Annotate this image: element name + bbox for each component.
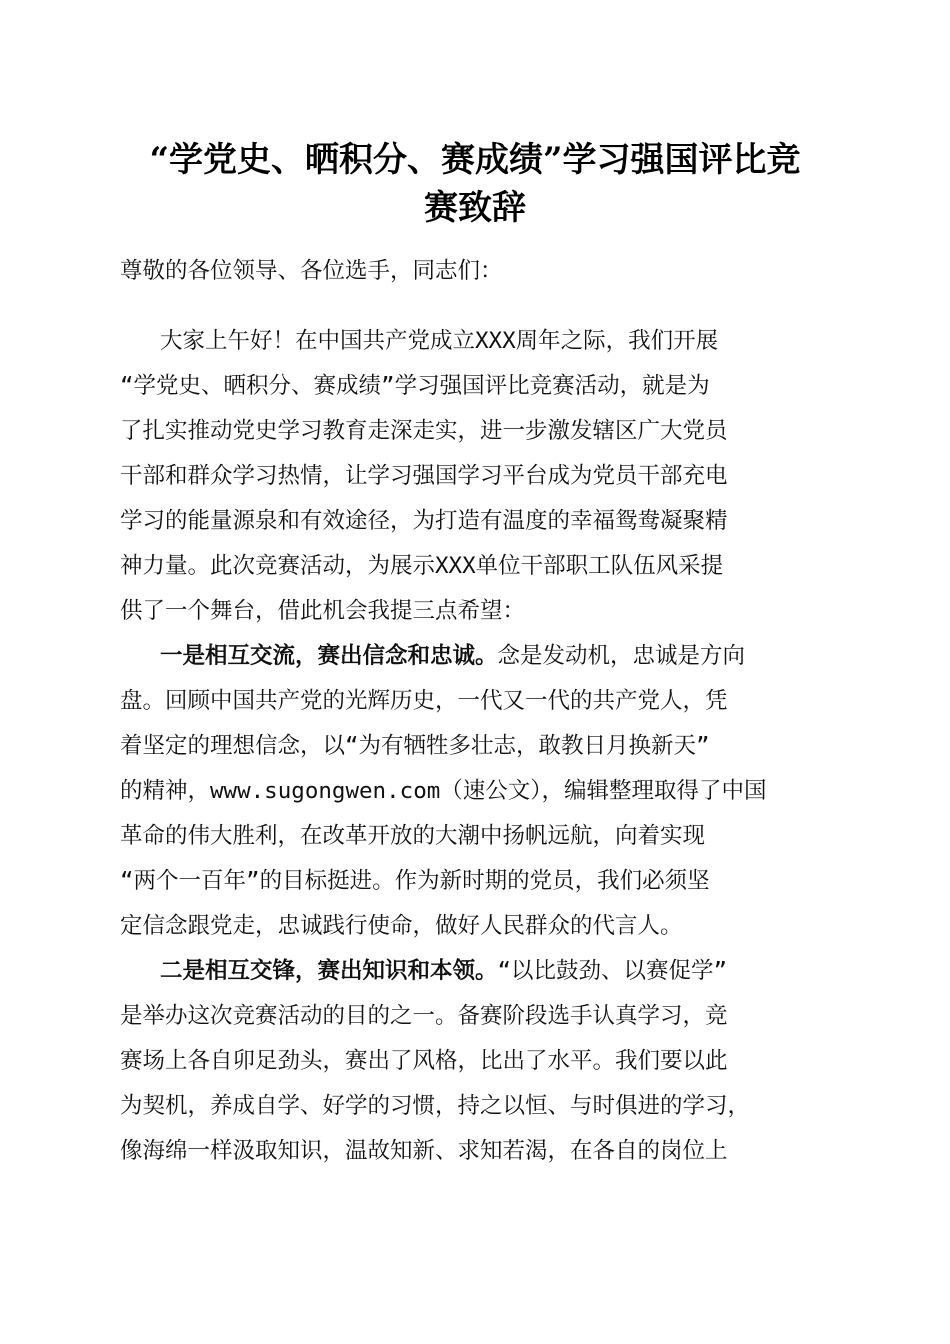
paragraph-3-heading: 二是相互交锋，赛出知识和本领。 <box>160 958 498 984</box>
paragraph-2-line-5: 革命的伟大胜利，在改革开放的大潮中扬帆远航，向着实现 <box>120 823 706 849</box>
paragraph-2-line-1 <box>160 641 745 671</box>
paragraph-2-heading: 一是相互交流，赛出信念和忠诚。 <box>160 643 498 669</box>
paragraph-3-first-text: “以比鼓劲、以赛促学” <box>497 958 728 984</box>
paragraph-1-line-5: 学习的能量源泉和有效途径，为打造有温度的幸福鸳鸯凝聚精 <box>120 508 728 534</box>
paragraph-1-line-2: “学党史、晒积分、赛成绩”学习强国评比竞赛活动，就是为 <box>120 373 710 399</box>
paragraph-2-line-7: 定信念跟党走，忠诚践行使命，做好人民群众的代言人。 <box>120 913 683 939</box>
paragraph-1-line-3: 了扎实推动党史学习教育走深走实，进一步激发辖区广大党员 <box>120 418 728 444</box>
paragraph-2-line-2: 盘。回顾中国共产党的光辉历史，一代又一代的共产党人，凭 <box>120 688 728 714</box>
paragraph-3-line-5: 像海绵一样汲取知识，温故知新、求知若渴，在各自的岗位上 <box>120 1138 728 1164</box>
paragraph-3-line-4: 为契机，养成自学、好学的习惯，持之以恒、与时俱进的学习， <box>120 1093 751 1119</box>
paragraph-2-line-4: 的精神，www.sugongwen.com（速公文），编辑整理取得了中国 <box>120 778 767 804</box>
paragraph-3-line-1 <box>160 956 727 986</box>
paragraph-2-first-text: 念是发动机，忠诚是方向 <box>497 643 746 669</box>
paragraph-1-line-7: 供了一个舞台，借此机会我提三点希望： <box>120 598 526 624</box>
paragraph-1-line-4: 干部和群众学习热情，让学习强国学习平台成为党员干部充电 <box>120 463 728 489</box>
paragraph-1-line-6: 神力量。此次竞赛活动，为展示XXX单位干部职工队伍风采提 <box>120 553 724 579</box>
document-title-line-2: 赛致辞 <box>424 188 526 228</box>
salutation: 尊敬的各位领导、各位选手，同志们： <box>120 258 503 284</box>
paragraph-3-line-2: 是举办这次竞赛活动的目的之一。备赛阶段选手认真学习，竞 <box>120 1003 728 1029</box>
paragraph-2-line-6: “两个一百年”的目标挺进。作为新时期的党员，我们必须坚 <box>120 868 710 894</box>
paragraph-2-line-3: 着坚定的理想信念，以“为有牺牲多壮志，敢教日月换新天” <box>120 733 710 759</box>
paragraph-1-line-1: 大家上午好！在中国共产党成立XXX周年之际，我们开展 <box>160 328 719 354</box>
document-title-line-1: “学党史、晒积分、赛成绩”学习强国评比竞 <box>149 140 801 180</box>
paragraph-3-line-3: 赛场上各自卯足劲头，赛出了风格，比出了水平。我们要以此 <box>120 1048 728 1074</box>
